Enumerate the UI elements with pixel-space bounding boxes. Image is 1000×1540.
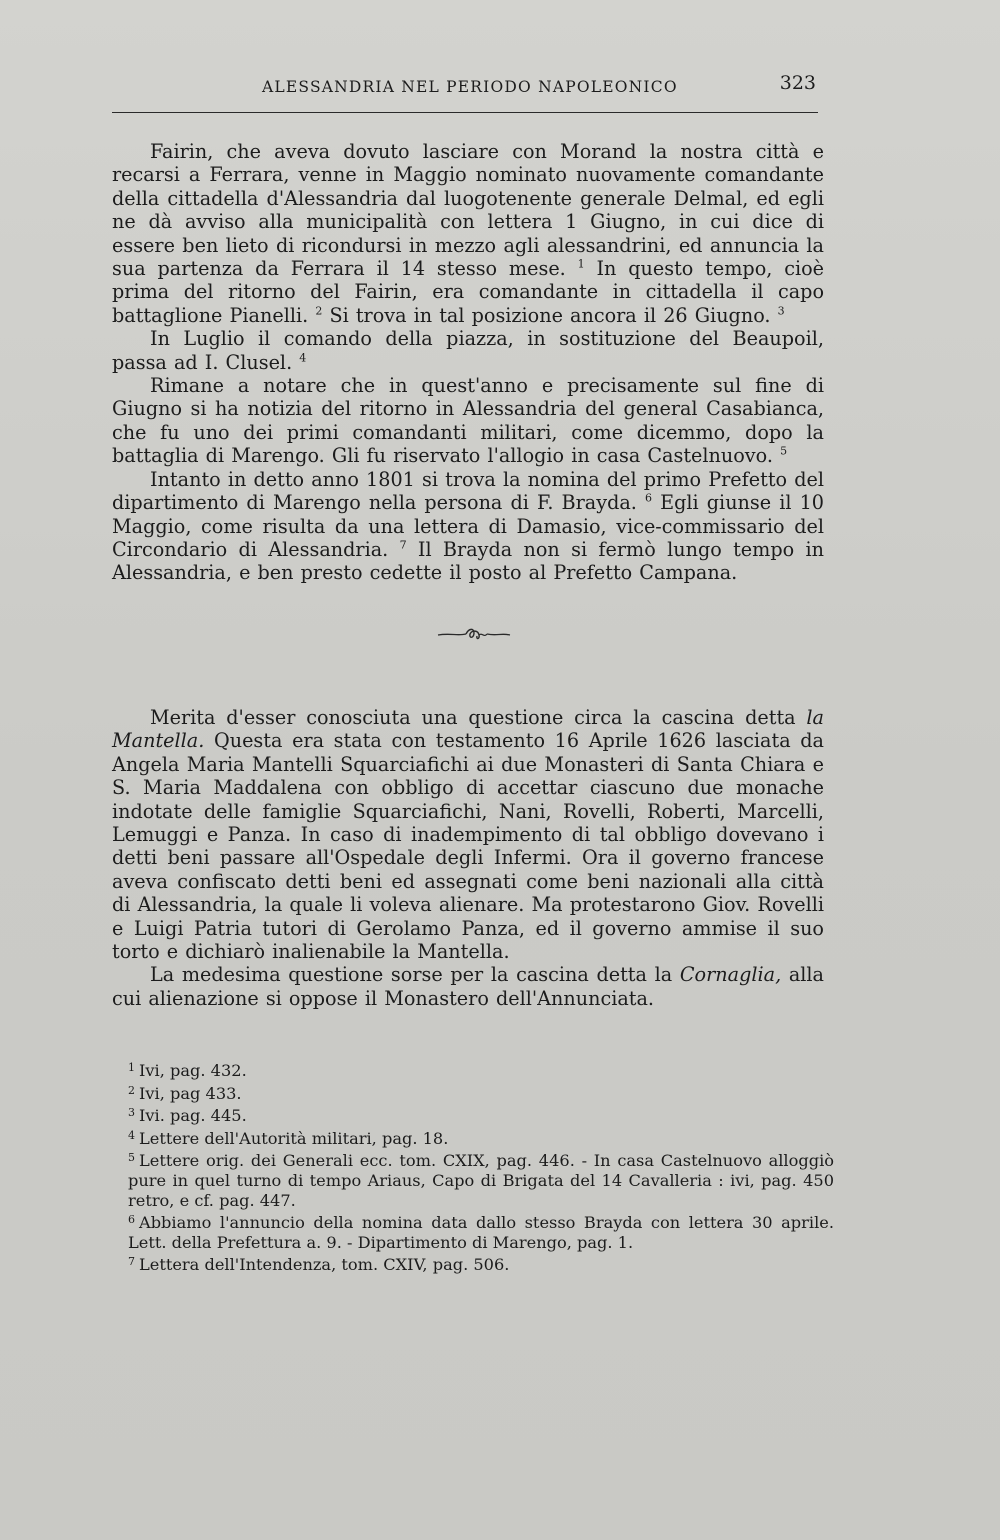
paragraph-text: Merita d'esser conosciuta una questione circa la cascina detta bbox=[150, 706, 796, 729]
running-title: ALESSANDRIA NEL PERIODO NAPOLEONICO bbox=[262, 78, 678, 96]
footnotes bbox=[112, 1058, 834, 1275]
footnote-text: Ivi. pag. 445. bbox=[139, 1106, 247, 1126]
paragraph-text: In questo tempo, cioè prima del ritorno del Fairin, era comandante in cittadella il capo battaglione Pianelli. bbox=[112, 257, 824, 327]
paragraph bbox=[112, 468, 824, 585]
footnote-number: 3 bbox=[128, 1106, 135, 1120]
footnote bbox=[112, 1058, 834, 1081]
footnote-text: Lettere orig. dei Generali ecc. tom. CXIX, pag. 446. - In casa Castelnuovo alloggiò pure in quel turno di tempo Ariaus, Capo di Brigata del 14 Cavalleria : ivi, pag. 450 retro, e cf. pag. 447. bbox=[128, 1151, 834, 1210]
footnote-ref: 3 bbox=[777, 304, 785, 318]
footnote-number: 7 bbox=[128, 1255, 135, 1269]
paragraph-text: Fairin, che aveva dovuto lasciare con Morand la nostra città e recarsi a Ferrara, venne in Maggio nominato nuovamente comandante della cittadella d'Alessandria dal luogotenente generale Delmal, ed egli ne dà avviso alla municipalità con lettera 1 Giugno, in cui dice di essere ben lieto di ricondursi in mezzo agli alessandrini, ed annuncia la sua partenza da Ferrara il 14 stesso mese. bbox=[112, 140, 824, 281]
footnote bbox=[112, 1252, 834, 1275]
paragraph bbox=[112, 706, 824, 963]
footnote-number: 5 bbox=[128, 1151, 135, 1165]
running-header bbox=[112, 68, 818, 113]
footnote bbox=[112, 1210, 834, 1252]
paragraph bbox=[112, 374, 824, 468]
footnote-number: 4 bbox=[128, 1128, 135, 1142]
footnote bbox=[112, 1148, 834, 1210]
paragraph bbox=[112, 327, 824, 374]
footnote-ref: 6 bbox=[645, 491, 652, 505]
paragraph-text: In Luglio il comando della piazza, in sostituzione del Beaupoil, passa ad I. Clusel. bbox=[112, 327, 824, 374]
footnote bbox=[112, 1103, 834, 1126]
paragraph-text: Il Brayda non si fermò lungo tempo in Alessandria, e ben presto cedette il posto al Prefetto Campana. bbox=[112, 537, 824, 585]
paragraph bbox=[112, 140, 824, 327]
footnote-ref: 4 bbox=[299, 351, 307, 365]
section-divider-ornament-icon bbox=[436, 624, 512, 644]
footnote-ref: 5 bbox=[780, 444, 788, 458]
footnote bbox=[112, 1081, 834, 1104]
footnote-number: 6 bbox=[128, 1213, 135, 1227]
paragraph-text: Si trova in tal posizione ancora il 26 Giugno. bbox=[329, 303, 771, 327]
footnote-text: Ivi, pag 433. bbox=[139, 1083, 242, 1103]
paragraph-text: Questa era stata con testamento 16 Aprile 1626 lasciata da Angela Maria Mantelli Squarciafichi ai due Monasteri di Santa Chiara e S. Maria Maddalena con obbligo di accettar ciascuno due monache indotate delle famiglie Squarciafichi, Nani, Rovelli, Roberti, Marcelli, Lemuggi e Panza. In caso di inadempimento di tal obbligo dovevano i detti beni passare all'Ospedale degli Infermi. Ora il governo francese aveva confiscato detti beni ed assegnati come beni nazionali alla città di Alessandria, la quale li voleva alienare. Ma protestarono Giov. Rovelli e Luigi Patria tutori di Gerolamo Panza, ed il governo ammise il suo torto e dichiarò inalienabile la Mantella. bbox=[112, 729, 824, 964]
paragraph-text: Rimane a notare che in quest'anno e precisamente sul fine di Giugno si ha notizia del ritorno in Alessandria del general Casabianca, che fu uno dei primi comandanti militari, come dicemmo, dopo la battaglia di Marengo. Gli fu riservato l'allogio in casa Castelnuovo. bbox=[112, 374, 824, 468]
italic-term: la Mantella. bbox=[112, 706, 824, 753]
footnote bbox=[112, 1126, 834, 1149]
paragraph-text: alla cui alienazione si oppose il Monastero dell'Annunciata. bbox=[112, 963, 824, 1010]
footnote-text: Lettera dell'Intendenza, tom. CXIV, pag. 506. bbox=[139, 1255, 510, 1275]
footnote-ref: 1 bbox=[577, 257, 585, 271]
footnote-number: 1 bbox=[128, 1061, 135, 1074]
paragraph-text: La medesima questione sorse per la cascina detta la bbox=[150, 963, 673, 987]
footnote-text: Ivi, pag. 432. bbox=[139, 1061, 247, 1080]
italic-term: Cornaglia, bbox=[679, 963, 782, 987]
footnote-text: Lettere dell'Autorità militari, pag. 18. bbox=[139, 1128, 449, 1148]
paragraph-text: Intanto in detto anno 1801 si trova la nomina del primo Prefetto del dipartimento di Marengo nella persona di F. Brayda. bbox=[112, 467, 824, 515]
paragraph bbox=[112, 963, 824, 1010]
footnote-number: 2 bbox=[128, 1083, 135, 1097]
section-first bbox=[112, 140, 824, 585]
footnote-text: Abbiamo l'annuncio della nomina data dallo stesso Brayda con lettera 30 aprile. Lett. della Prefettura a. 9. - Dipartimento di Marengo, pag. 1. bbox=[128, 1213, 834, 1252]
footnote-ref: 7 bbox=[399, 538, 407, 552]
footnote-ref: 2 bbox=[315, 304, 323, 318]
section-second bbox=[112, 706, 824, 1010]
page-number: 323 bbox=[779, 72, 816, 94]
paragraph-text: Egli giunse il 10 Maggio, come risulta da una lettera di Damasio, vice-commissario del Circondario di Alessandria. bbox=[112, 491, 824, 561]
